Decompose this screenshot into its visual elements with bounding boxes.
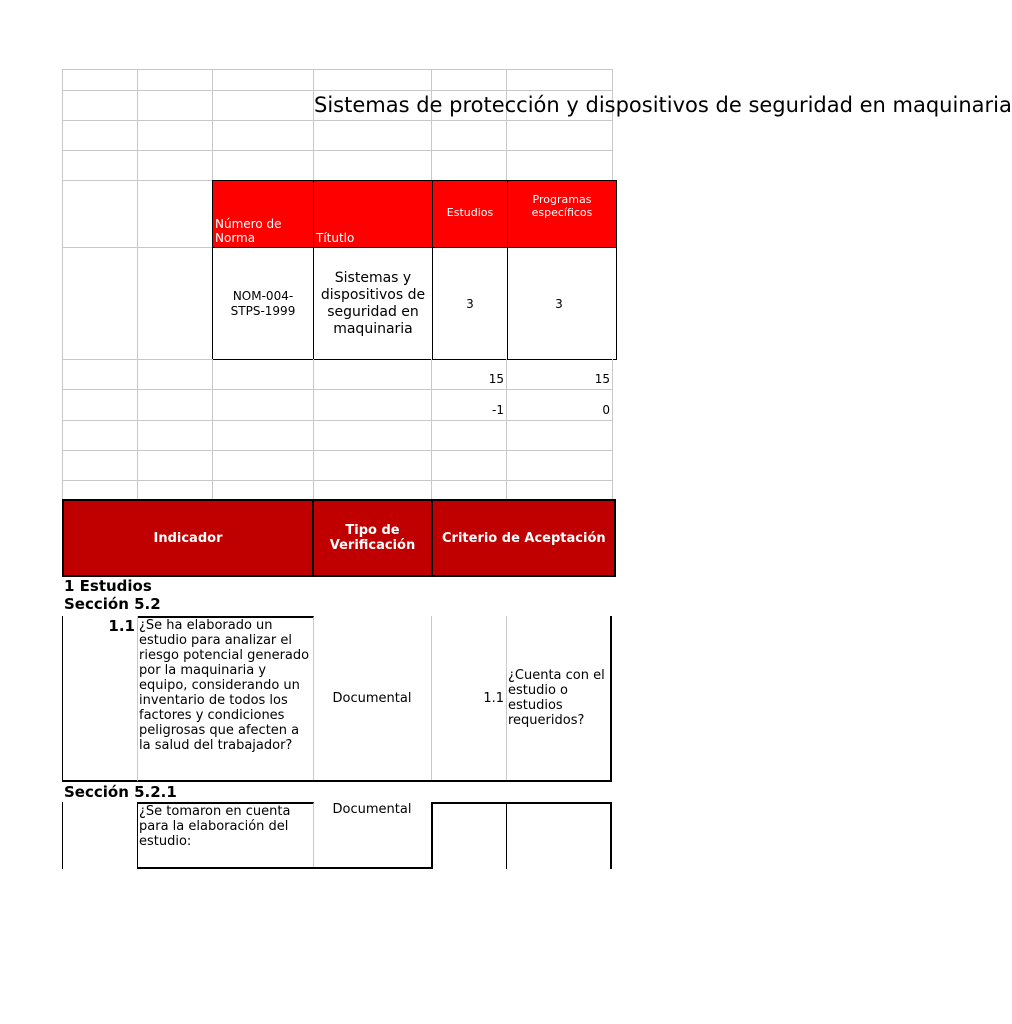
cell[interactable]: [138, 247, 213, 360]
cell[interactable]: [314, 150, 432, 181]
page-title: Sistemas de protección y dispositivos de seguridad en maquinaria: [314, 93, 1012, 117]
cell[interactable]: [507, 480, 613, 501]
cell[interactable]: [62, 450, 138, 481]
cell[interactable]: [62, 480, 138, 501]
header-titulo: Títutlo: [313, 180, 433, 248]
cell[interactable]: [507, 120, 613, 151]
cell[interactable]: [314, 420, 432, 451]
cell[interactable]: [432, 150, 507, 181]
cell[interactable]: [213, 359, 314, 390]
cell[interactable]: [314, 390, 432, 421]
cell[interactable]: [314, 69, 432, 91]
cell[interactable]: [431, 802, 507, 869]
header-numero-norma: Número de Norma: [212, 180, 314, 248]
cell[interactable]: [507, 420, 613, 451]
cell[interactable]: [213, 150, 314, 181]
row2-programas[interactable]: 0: [507, 390, 613, 421]
cell[interactable]: [62, 69, 138, 91]
norma-titulo[interactable]: Sistemas y dispositivos de seguridad en maquinaria: [313, 247, 433, 360]
spreadsheet: [62, 69, 1012, 869]
cell[interactable]: [62, 802, 138, 869]
cell[interactable]: [138, 150, 213, 181]
cell[interactable]: [213, 390, 314, 421]
cell[interactable]: [62, 390, 138, 421]
cell[interactable]: [138, 120, 213, 151]
item-ref[interactable]: 1.1: [431, 616, 507, 782]
cell[interactable]: [62, 247, 138, 360]
cell[interactable]: [62, 180, 138, 248]
row2-estudios[interactable]: -1: [432, 390, 507, 421]
row1-programas[interactable]: 15: [507, 359, 613, 390]
cell[interactable]: [432, 480, 507, 501]
item-question[interactable]: ¿Se tomaron en cuenta para la elaboración del estudio:: [138, 802, 314, 869]
cell[interactable]: [432, 120, 507, 151]
cell[interactable]: [213, 450, 314, 481]
section-title-estudios: 1 Estudios: [64, 577, 152, 595]
item-tipo[interactable]: Documental: [313, 616, 432, 782]
cell[interactable]: [62, 90, 138, 121]
cell[interactable]: [213, 69, 314, 91]
cell[interactable]: [213, 90, 314, 121]
section-5-2-1: Sección 5.2.1: [64, 783, 177, 801]
header-tipo-verificacion: Tipo de Verificación: [312, 499, 433, 577]
cell[interactable]: [138, 450, 213, 481]
cell[interactable]: [507, 450, 613, 481]
cell[interactable]: [507, 150, 613, 181]
estudios-value[interactable]: 3: [432, 247, 508, 360]
cell[interactable]: [138, 90, 213, 121]
cell[interactable]: [213, 120, 314, 151]
item-number: 1.1: [62, 616, 138, 782]
cell[interactable]: [314, 480, 432, 501]
cell[interactable]: [314, 359, 432, 390]
item-tipo[interactable]: Documental: [313, 802, 433, 869]
cell[interactable]: [314, 450, 432, 481]
item-criterio[interactable]: ¿Cuenta con el estudio o estudios requeridos?: [506, 616, 612, 782]
cell[interactable]: [138, 390, 213, 421]
cell[interactable]: [506, 802, 612, 869]
section-5-2: Sección 5.2: [64, 595, 161, 613]
norma-numero[interactable]: NOM-004-STPS-1999: [212, 247, 314, 360]
programas-value[interactable]: 3: [507, 247, 617, 360]
cell[interactable]: [507, 69, 613, 91]
cell[interactable]: [62, 150, 138, 181]
row1-estudios[interactable]: 15: [432, 359, 507, 390]
item-question[interactable]: ¿Se ha elaborado un estudio para analizar el riesgo potencial generado por la maquinaria y equipo, considerando un inventario de todos los factores y condiciones peligrosas que afecten a la salud del trabajador?: [138, 616, 314, 782]
cell[interactable]: [138, 480, 213, 501]
cell[interactable]: [138, 420, 213, 451]
header-estudios: Estudios: [432, 180, 508, 248]
cell[interactable]: [432, 420, 507, 451]
header-programas: Programas específicos: [507, 180, 617, 248]
cell[interactable]: [62, 359, 138, 390]
header-indicador: Indicador: [62, 499, 314, 577]
cell[interactable]: [314, 120, 432, 151]
cell[interactable]: [432, 69, 507, 91]
cell[interactable]: [138, 359, 213, 390]
cell[interactable]: [138, 180, 213, 248]
cell[interactable]: [138, 69, 213, 91]
cell[interactable]: [213, 480, 314, 501]
cell[interactable]: [62, 420, 138, 451]
cell[interactable]: [213, 420, 314, 451]
cell[interactable]: [62, 120, 138, 151]
cell[interactable]: [432, 450, 507, 481]
header-criterio: Criterio de Aceptación: [431, 499, 616, 577]
